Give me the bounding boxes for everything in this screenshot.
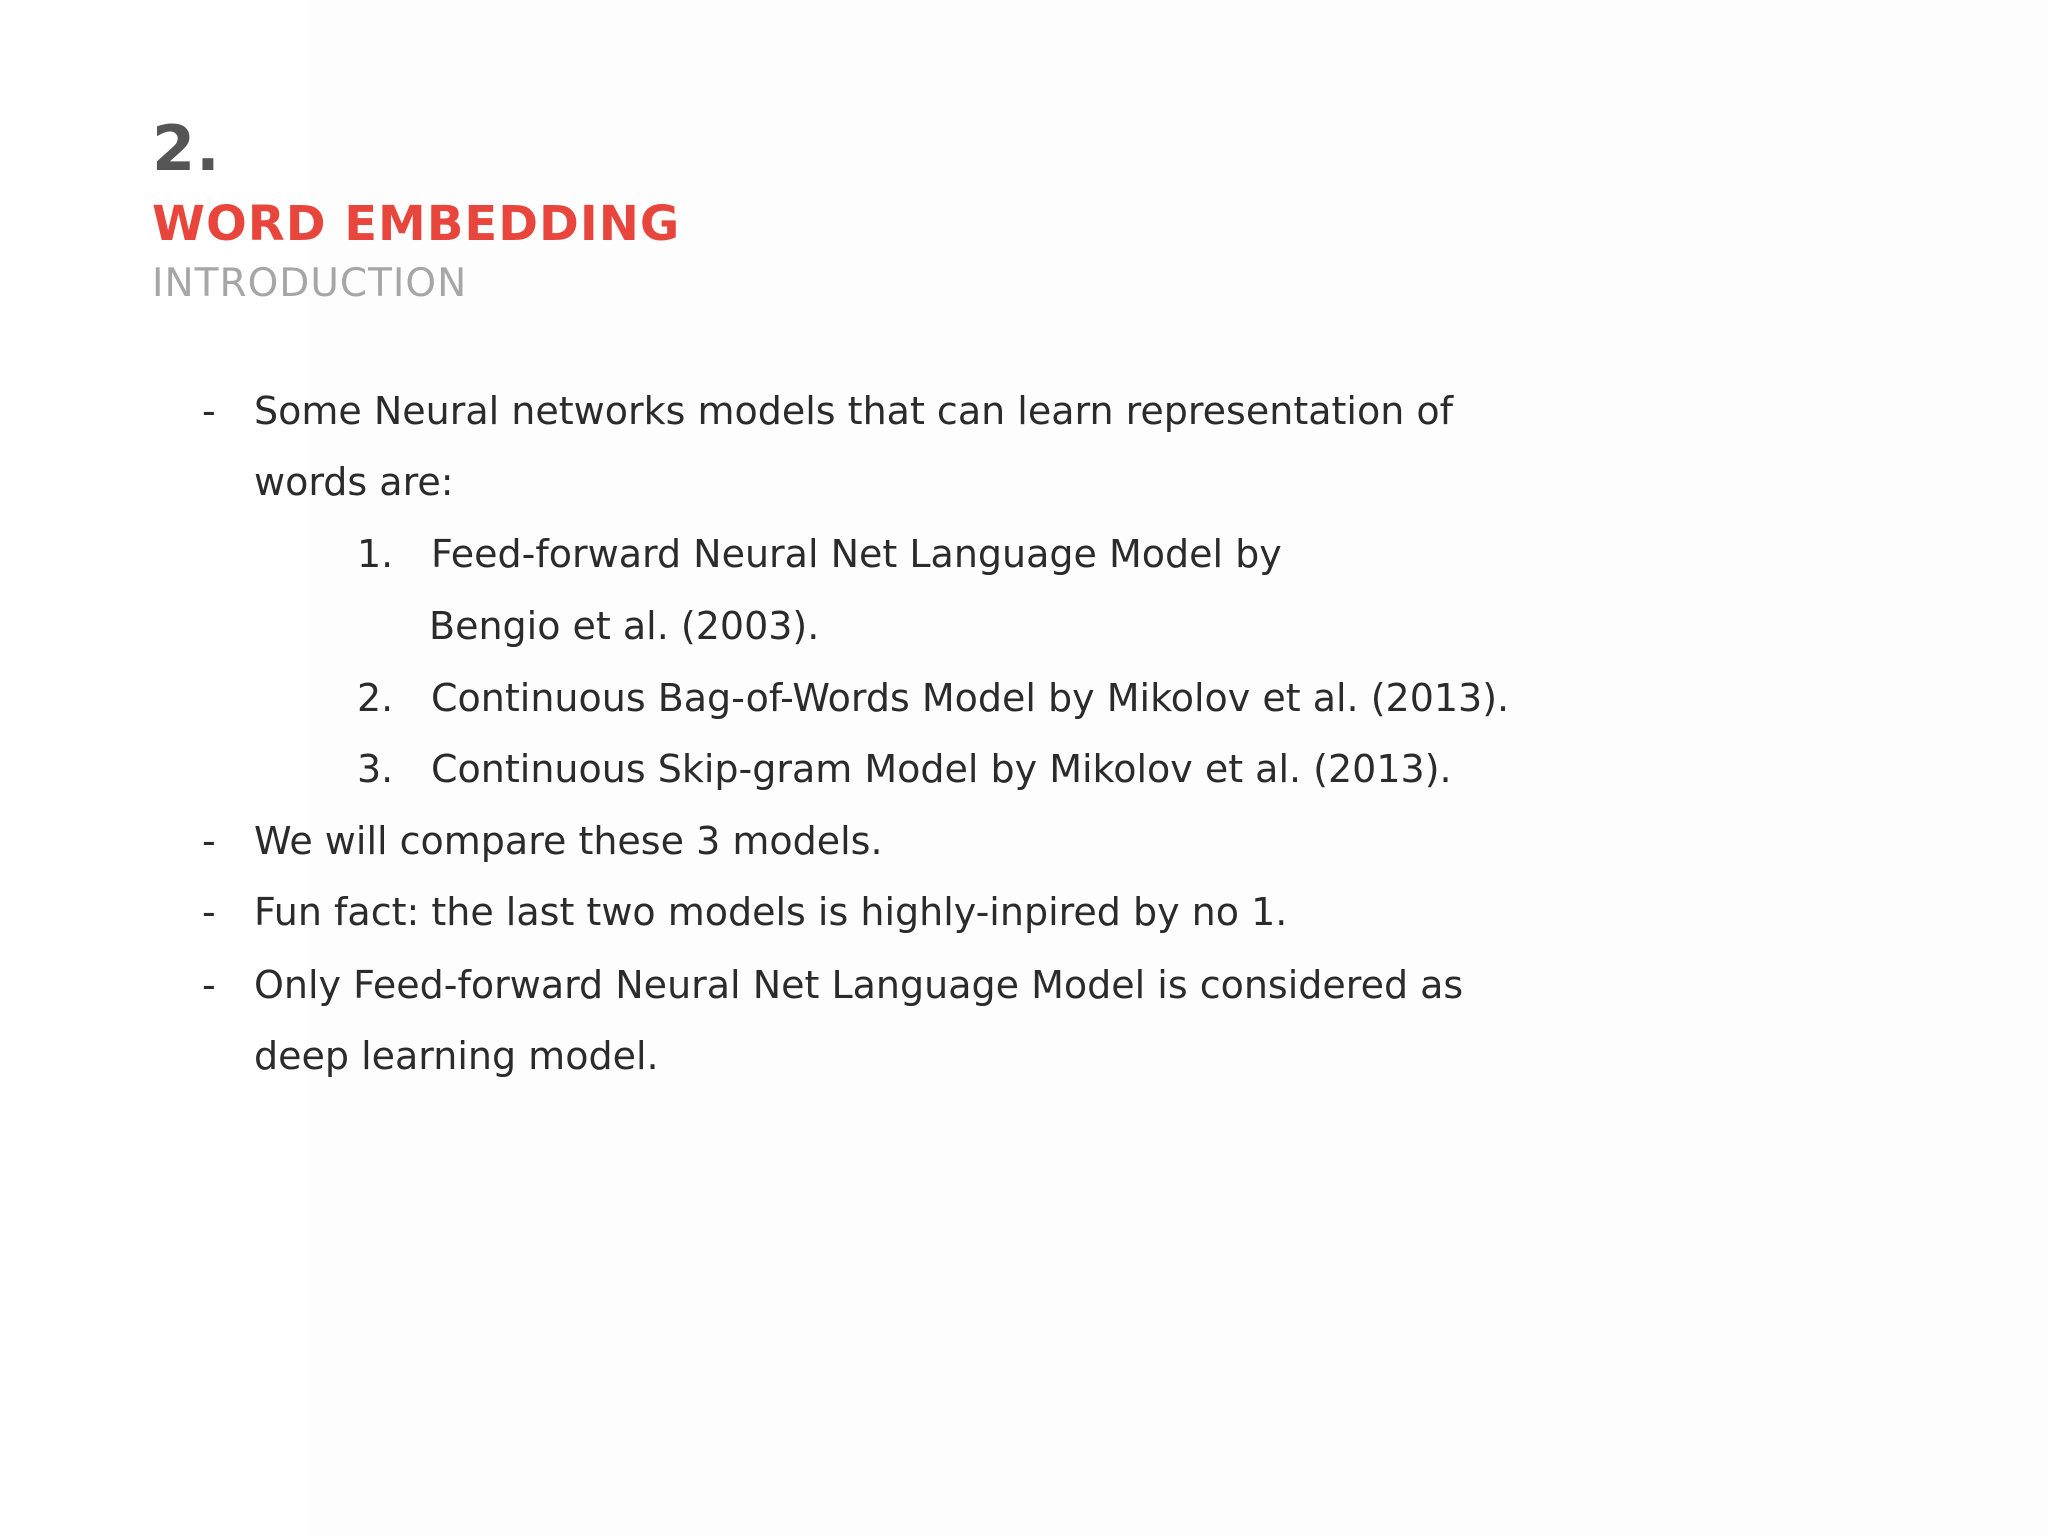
section-title: WORD EMBEDDING — [152, 196, 681, 252]
numbered-item-text: Continuous Skip-gram Model by Mikolov et al. (2013). — [431, 747, 1452, 791]
bullet-text-line: words are: — [254, 460, 454, 504]
bullet-text-line: deep learning model. — [254, 1034, 659, 1078]
bullet-marker: - — [202, 963, 216, 1007]
bullet-text-line: Fun fact: the last two models is highly-inpired by no 1. — [254, 890, 1288, 934]
bullet-marker: - — [202, 389, 216, 433]
bullet-text-line: We will compare these 3 models. — [254, 819, 883, 863]
section-subtitle: INTRODUCTION — [152, 261, 468, 306]
numbered-marker: 2. — [357, 676, 394, 720]
numbered-marker: 3. — [357, 747, 394, 791]
section-number: 2. — [152, 112, 221, 185]
bullet-text-line: Only Feed-forward Neural Net Language Model is considered as — [254, 963, 1464, 1007]
numbered-item-text: Continuous Bag-of-Words Model by Mikolov et al. (2013). — [431, 676, 1510, 720]
numbered-item-text: Feed-forward Neural Net Language Model by — [431, 532, 1282, 576]
numbered-marker: 1. — [357, 532, 394, 576]
bullet-text-line: Some Neural networks models that can learn representation of — [254, 389, 1454, 433]
bullet-marker: - — [202, 819, 216, 863]
numbered-item-text: Bengio et al. (2003). — [429, 604, 820, 648]
bullet-marker: - — [202, 890, 216, 934]
